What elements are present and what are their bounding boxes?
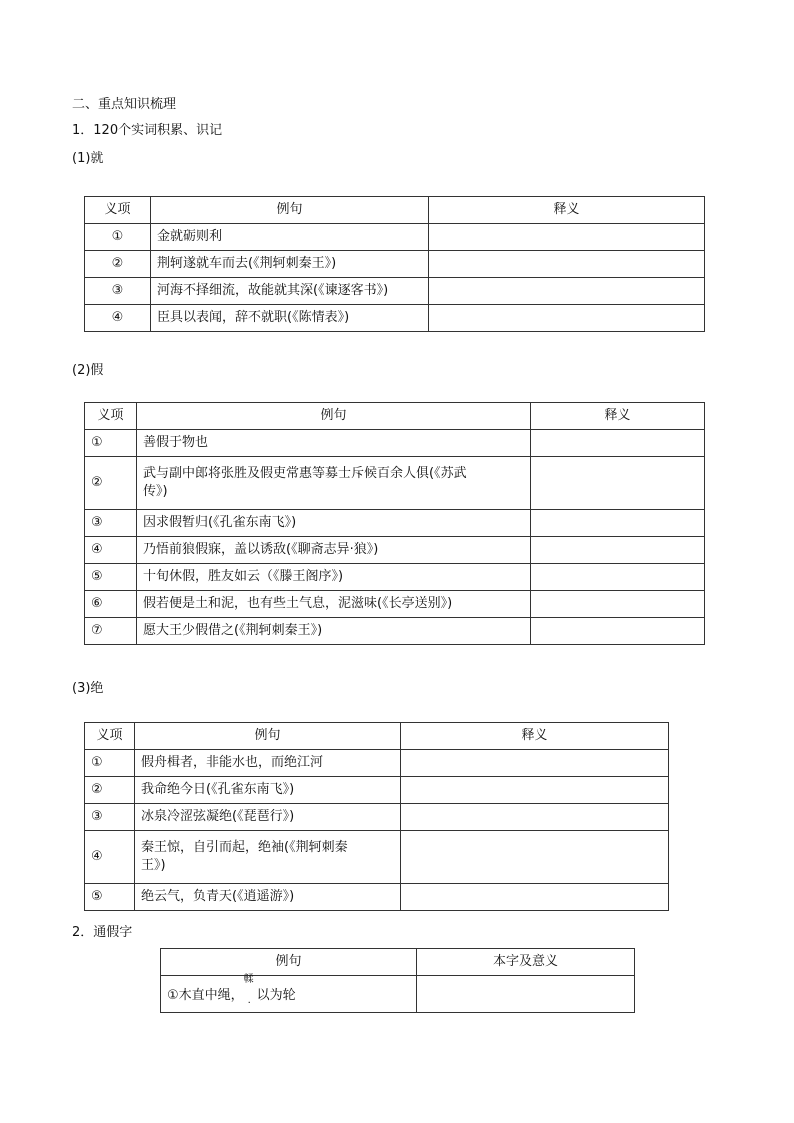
header-benzi: 本字及意义 [417,949,635,976]
example-sentence [161,976,417,1013]
emphasis-dot-mark: · [247,998,251,1009]
example-sentence-line-2: 王》) [141,858,166,873]
annotated-character [243,974,257,1009]
table-jue [84,722,669,911]
row-number: ③ [85,510,137,537]
table-row [85,884,669,911]
meaning-blank [531,564,705,591]
example-sentence: 假舟楫者，非能水也，而绝江河 [135,750,401,777]
example-sentence: 假若便是土和泥，也有些土气息，泥滋味(《长亭送别》) [137,591,531,618]
meaning-blank [429,224,705,251]
header-liju: 例句 [161,949,417,976]
row-number: ⑦ [85,618,137,645]
meaning-blank [531,457,705,510]
header-shiyi: 释义 [401,723,669,750]
example-sentence: 乃悟前狼假寐，盖以诱敌(《聊斋志异·狼》) [137,537,531,564]
row-number: ① [85,224,151,251]
table-row [85,224,705,251]
meaning-blank [531,430,705,457]
table-jiu [84,196,705,332]
meaning-blank [531,591,705,618]
section-heading: 二、重点知识梳理 [72,97,177,112]
table-1-label: (1)就 [72,151,104,166]
example-sentence-line-1: 秦王惊，自引而起，绝袖(《荆轲刺秦 [141,840,348,855]
table-row [85,591,705,618]
table-row [85,564,705,591]
meaning-blank [401,777,669,804]
row-number: ④ [85,831,135,884]
table-row [85,457,705,510]
table-row [85,750,669,777]
header-yixiang: 义项 [85,197,151,224]
meaning-blank [401,831,669,884]
table-2-label: (2)假 [72,363,104,378]
example-sentence: 荆轲遂就车而去(《荆轲刺秦王》) [151,251,429,278]
example-sentence [135,831,401,884]
sentence-suffix: 以为轮 [256,988,296,1003]
meaning-blank [429,251,705,278]
meaning-blank [429,305,705,332]
table-row [85,251,705,278]
example-sentence: 冰泉冷涩弦凝绝(《琵琶行》) [135,804,401,831]
row-number: ⑥ [85,591,137,618]
row-number: ⑤ [85,884,135,911]
table-row [85,537,705,564]
table-row [85,510,705,537]
row-number: ③ [85,278,151,305]
table-3-label: (3)绝 [72,681,104,696]
example-sentence: 善假于物也 [137,430,531,457]
meaning-blank [531,618,705,645]
header-shiyi: 释义 [429,197,705,224]
table-row [85,777,669,804]
header-liju: 例句 [135,723,401,750]
example-sentence [137,457,531,510]
example-sentence: 因求假暂归(《孔雀东南飞》) [137,510,531,537]
example-sentence: 金就砺则利 [151,224,429,251]
row-number: ② [85,251,151,278]
example-sentence: 臣具以表闻，辞不就职(《陈情表》) [151,305,429,332]
example-sentence-line-2: 传》) [143,484,168,499]
row-number: ① [85,750,135,777]
table-row [85,305,705,332]
example-sentence: 绝云气，负青天(《逍遥游》) [135,884,401,911]
row-number: ① [85,430,137,457]
subsection-2-title: 2．通假字 [72,925,133,940]
table-tongjia [160,948,635,1013]
meaning-blank [401,884,669,911]
table-row [85,618,705,645]
row-number: ⑤ [85,564,137,591]
table-jia [84,402,705,645]
header-liju: 例句 [137,403,531,430]
meaning-blank [401,750,669,777]
example-sentence: 河海不择细流，故能就其深(《谏逐客书》) [151,278,429,305]
table-row [85,804,669,831]
meaning-blank [429,278,705,305]
table-row [161,976,635,1013]
header-yixiang: 义项 [85,403,137,430]
table-row [85,278,705,305]
header-liju: 例句 [151,197,429,224]
meaning-blank [417,976,635,1013]
header-shiyi: 释义 [531,403,705,430]
subsection-1-title: 1．120个实词积累、识记 [72,123,223,138]
example-sentence: 十旬休假，胜友如云（《滕王阁序》) [137,564,531,591]
annotated-char-ruby: 輮 [243,974,254,985]
row-number: ④ [85,305,151,332]
example-sentence: 我命绝今日(《孔雀东南飞》) [135,777,401,804]
row-number: ② [85,457,137,510]
row-number: ③ [85,804,135,831]
row-number: ④ [85,537,137,564]
meaning-blank [401,804,669,831]
example-sentence: 愿大王少假借之(《荆轲刺秦王》) [137,618,531,645]
table-row [85,831,669,884]
example-sentence-line-1: 武与副中郎将张胜及假吏常惠等募士斥候百余人俱(《苏武 [143,466,467,481]
meaning-blank [531,537,705,564]
table-row [85,430,705,457]
meaning-blank [531,510,705,537]
header-yixiang: 义项 [85,723,135,750]
row-number: ② [85,777,135,804]
sentence-prefix: ①木直中绳， [167,988,244,1003]
